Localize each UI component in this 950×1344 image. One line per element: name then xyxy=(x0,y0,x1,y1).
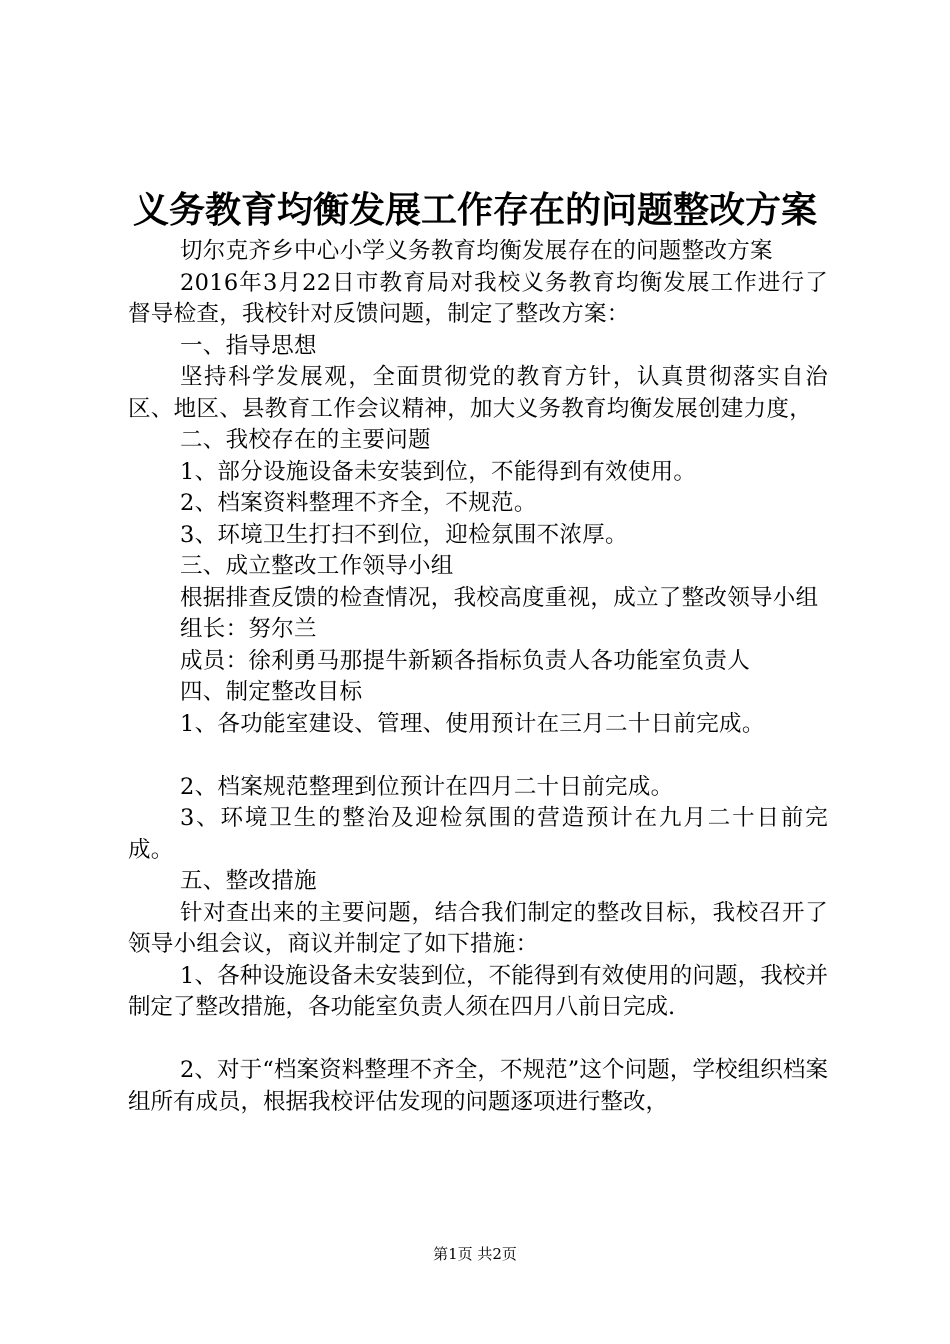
list-item-problem-1: 1、部分设施设备未安装到位，不能得到有效使用。 xyxy=(180,458,697,485)
document-body xyxy=(128,236,828,1118)
paragraph-group-members: 成员：徐利勇马那提牛新颖各指标负责人各功能室负责人 xyxy=(180,647,751,674)
list-item-problem-3: 3、环境卫生打扫不到位，迎检氛围不浓厚。 xyxy=(180,521,628,548)
list-item-problem-2: 2、档案资料整理不齐全，不规范。 xyxy=(180,490,537,516)
blank-line xyxy=(128,1024,828,1056)
paragraph-measures-intro: 针对查出来的主要问题，结合我们制定的整改目标，我校召开了领导小组会议，商议并制定了如下措施： xyxy=(128,899,828,957)
paragraph-leadership-group: 根据排查反馈的检查情况，我校高度重视，成立了整改领导小组 xyxy=(180,584,819,611)
list-item-measure-2: 2、对于“档案资料整理不齐全，不规范”这个问题，学校组织档案组所有成员，根据我校评估发现的问题逐项进行整改， xyxy=(128,1057,828,1115)
heading-guiding-ideology: 一、指导思想 xyxy=(180,332,317,359)
paragraph-guiding-ideology: 坚持科学发展观，全面贯彻党的教育方针，认真贯彻落实自治区、地区、县教育工作会议精神，加大义务教育均衡发展创建力度， xyxy=(128,364,828,422)
heading-rectification-measures: 五、整改措施 xyxy=(180,868,317,894)
page-number-footer: 第1页 共2页 xyxy=(433,1245,517,1263)
document-title: 义务教育均衡发展工作存在的问题整改方案 xyxy=(132,189,817,231)
heading-main-problems: 二、我校存在的主要问题 xyxy=(180,427,431,453)
list-item-goal-3: 3、环境卫生的整治及迎检氛围的营造预计在九月二十日前完成。 xyxy=(128,805,828,863)
heading-rectification-goals: 四、制定整改目标 xyxy=(180,679,363,705)
heading-leadership-group: 三、成立整改工作领导小组 xyxy=(180,553,454,579)
list-item-goal-2: 2、档案规范整理到位预计在四月二十日前完成。 xyxy=(180,773,674,800)
blank-line xyxy=(128,740,828,772)
paragraph-intro: 2016年3月22日市教育局对我校义务教育均衡发展工作进行了督导检查，我校针对反馈问题，制定了整改方案： xyxy=(128,269,828,327)
paragraph-school-name: 切尔克齐乡中心小学义务教育均衡发展存在的问题整改方案 xyxy=(180,238,773,264)
list-item-goal-1: 1、各功能室建设、管理、使用预计在三月二十日前完成。 xyxy=(180,710,765,737)
paragraph-group-leader: 组长：努尔兰 xyxy=(180,616,317,642)
list-item-measure-1: 1、各种设施设备未安装到位，不能得到有效使用的问题，我校并制定了整改措施，各功能室负责人须在四月八前日完成. xyxy=(128,962,828,1020)
